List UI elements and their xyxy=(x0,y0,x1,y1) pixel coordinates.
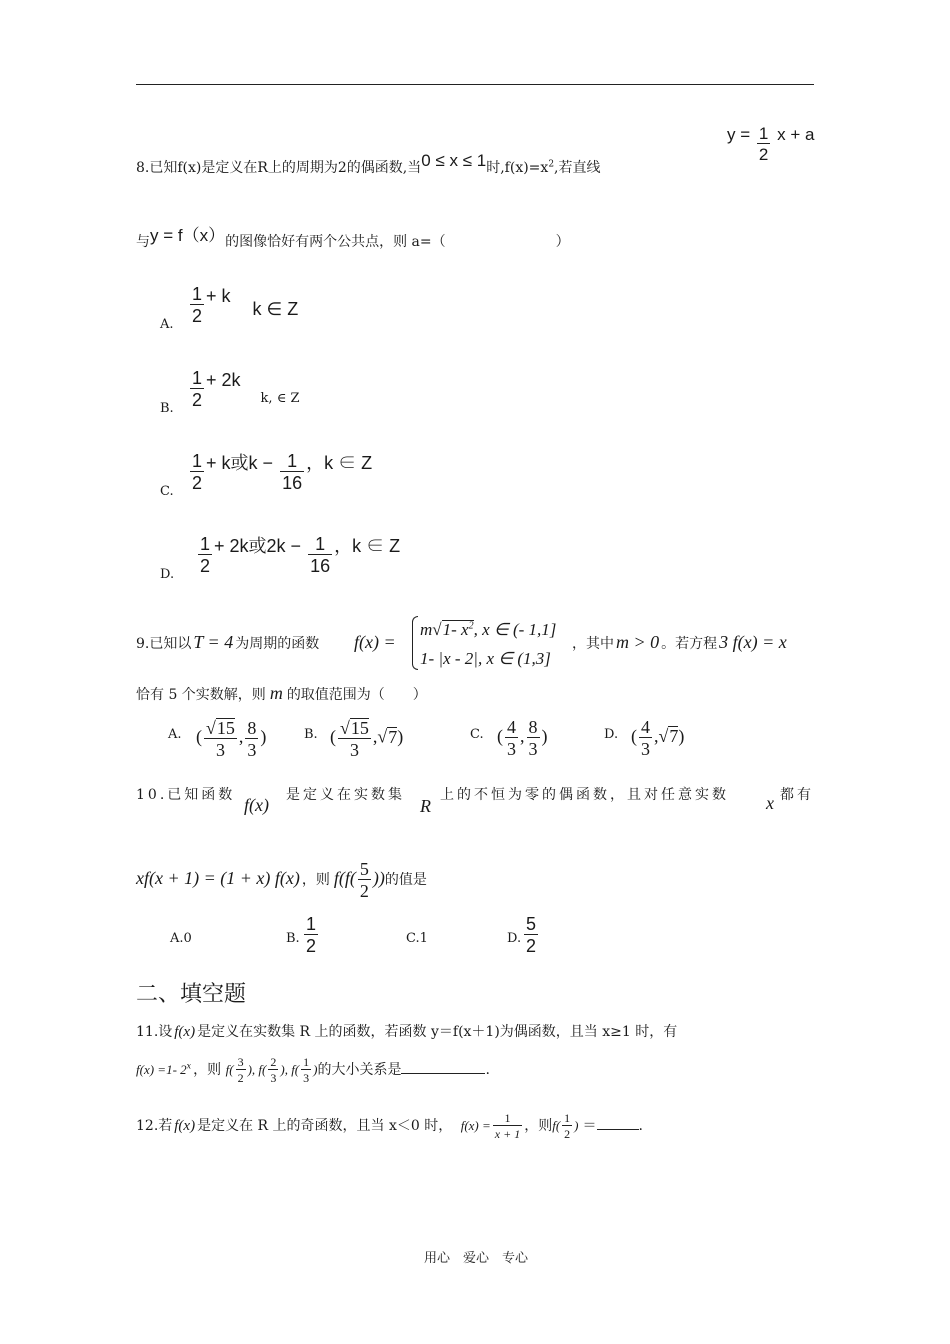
q8-option-d: $\frac{1}{2}$ + 2k或2k − $\frac{1}{16}$ ，k ∈ Z xyxy=(200,534,401,576)
answer-blank[interactable] xyxy=(401,1061,485,1074)
q8-option-d-label: D. xyxy=(160,567,175,582)
q10-option-c: C.1 xyxy=(406,931,428,946)
q9-fx: f(x) = xyxy=(354,632,396,652)
q9-option-d: ( $\frac{4}{3}$ ,√7) xyxy=(631,717,685,759)
q10-x: x xyxy=(766,793,774,813)
q9-option-a-label: A. xyxy=(168,727,182,742)
q8-line-equation: y = $\frac{1}{2}$ x + a xyxy=(727,124,815,164)
q10-line2: xf(x + 1) = (1 + x) f(x) ，则 f(f( $\frac{5}{2}$ ))的值是 xyxy=(136,859,427,901)
q12-line: 12.若 f(x) 是定义在 R 上的奇函数，且当 x＜0 时， f(x) = $\frac{1}{x + 1}$ ，则f( $\frac{1}{2}$ ) ＝ . xyxy=(136,1111,643,1141)
answer-blank[interactable] xyxy=(597,1117,639,1130)
q10-option-b: $\frac{1}{2}$ xyxy=(306,914,317,956)
q10-option-d-label: D. xyxy=(507,931,522,946)
q11-line2: f(x) =1- 2$^x$ ，则 f( $\frac{3}{2}$ ), f( $\frac{2}{3}$ ), f( $\frac{1}{3}$ )的大小关系是 . xyxy=(136,1055,490,1085)
q8-option-c: $\frac{1}{2}$ + k或k − $\frac{1}{16}$ ，k ∈ Z xyxy=(192,451,373,493)
piecewise-brace xyxy=(412,616,418,670)
q10-fx: f(x) xyxy=(244,795,269,815)
q8-option-c-label: C. xyxy=(160,484,174,499)
q9-line1: 9.已知以 T = 4 为周期的函数 xyxy=(136,632,320,652)
q8-option-a-label: A. xyxy=(160,317,174,332)
q9-line1-end: ，其中 m > 0 。若方程 3 f(x) = x xyxy=(572,632,787,652)
q10-R: R xyxy=(420,796,431,816)
q10-line1a: 10.已知函数 xyxy=(136,787,236,803)
q9-case-2: 1- |x - 2|, x ∈ (1,3] xyxy=(420,649,551,668)
q9-option-b-label: B. xyxy=(304,727,318,742)
q10-option-b-label: B. xyxy=(286,931,300,946)
section-heading-fill-in: 二、填空题 xyxy=(136,982,247,1007)
q10-line1b: 是定义在实数集 xyxy=(286,787,405,803)
q9-case-1: m√1- $x^2$, x ∈ (- 1,1] xyxy=(420,620,557,639)
q8-line2: 与y = f（x）的图像恰好有两个公共点，则 a=（ ） xyxy=(136,226,570,250)
sqrt: 1- $x^2$ xyxy=(442,620,474,639)
q11-line1: 11.设 f(x) 是定义在实数集 R 上的函数，若函数 y＝f(x＋1)为偶函数，且当 x≥1 时，有 xyxy=(136,1024,678,1040)
q9-option-c: ( $\frac{4}{3}$ , $\frac{8}{3}$ ) xyxy=(497,717,548,759)
fraction: $\frac{1}{2}$ xyxy=(758,124,769,164)
q10-option-d: $\frac{5}{2}$ xyxy=(526,914,537,956)
q9-option-a: ( $\frac{√15}{3}$ , $\frac{8}{3}$ ) xyxy=(196,717,267,760)
q10-option-a: A.0 xyxy=(170,931,192,946)
q9-option-c-label: C. xyxy=(470,727,484,742)
q8-option-b: $\frac{1}{2}$ + $2k_{k, \in Z}$ xyxy=(192,368,300,410)
q8-option-b-label: B. xyxy=(160,401,174,416)
page-footer: 用心 爱心 专心 xyxy=(424,1251,529,1266)
header-rule xyxy=(136,84,814,85)
q9-option-d-label: D. xyxy=(604,727,619,742)
q8-option-a: $\frac{1}{2}$ + kk ∈ Z xyxy=(192,284,299,326)
q10-line1d: 都有 xyxy=(780,787,814,803)
q9-option-b: ( $\frac{√15}{3}$ ,√7) xyxy=(330,718,404,760)
q10-line1c: 上的不恒为零的偶函数，且对任意实数 xyxy=(440,787,729,803)
q8-line1: 8.已知f(x)是定义在R上的周期为2的偶函数,当0 ≤ x ≤ 1时$,f(x)=x^2$,若直线 xyxy=(136,151,601,176)
q9-line2: 恰有 5 个实数解，则 m 的取值范围为（ ） xyxy=(136,683,427,703)
